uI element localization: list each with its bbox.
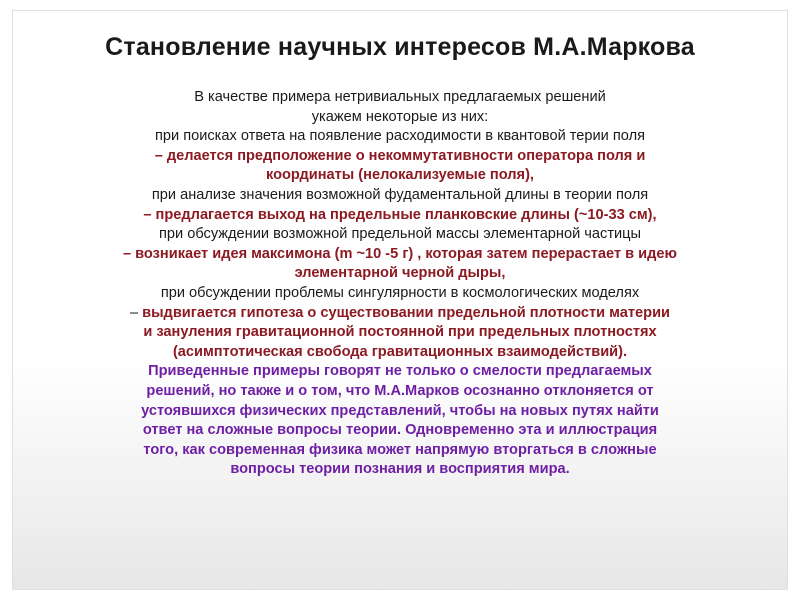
conclusion-line-2: решений, но также и о том, что М.А.Марков осознанно отклоняется от [146,382,654,399]
example-4-result-text: выдвигается гипотеза о существовании предельной плотности материи [142,304,671,321]
intro-line-1: В качестве примера нетривиальных предлагаемых решений [194,89,606,105]
example-2-result: – предлагается выход на предельные планковские длины (~10-33 см), [143,206,657,223]
example-3-result-line-2: элементарной черной дыры, [294,265,506,282]
slide [12,10,788,590]
dash-prefix: – [129,304,143,321]
conclusion-line-5: того, как современная физика может напрямую вторгаться в сложные [143,441,657,458]
example-4-result-line-3: (асимптотическая свобода гравитационных взаимодействий). [172,343,628,360]
conclusion-line-3: устоявшихся физических представлений, чтобы на новых путях найти [141,402,659,419]
example-2-context: при анализе значения возможной фудаментальной длины в теории поля [151,186,649,203]
example-3-result-line-1: – возникает идея максимона (m ~10 -5 г) , которая затем перерастает в идею [122,245,677,262]
conclusion-line-1: Приведенные примеры говорят не только о смелости предлагаемых [148,363,652,380]
slide-body [13,88,787,480]
intro-line-2: укажем некоторые из них: [311,108,489,125]
example-4-context: при обсуждении проблемы сингулярности в космологических моделях [160,284,640,301]
example-1-context: при поисках ответа на появление расходимости в квантовой терии поля [154,128,646,145]
example-3-context: при обсуждении возможной предельной массы элементарной частицы [158,226,642,243]
slide-title: Становление научных интересов М.А.Маркова [105,33,695,61]
conclusion-line-4: ответ на сложные вопросы теории. Одновременно эта и иллюстрация [142,422,658,439]
example-4-result-line-1 [13,304,787,324]
example-4-result-line-2: и зануления гравитационной постоянной при предельных плотностях [143,324,657,341]
example-1-result-line-2: координаты (нелокализуемые поля), [265,167,534,184]
example-1-result-line-1: – делается предположение о некоммутативности оператора поля и [154,147,646,164]
conclusion-line-6: вопросы теории познания и восприятия мира. [230,461,570,478]
